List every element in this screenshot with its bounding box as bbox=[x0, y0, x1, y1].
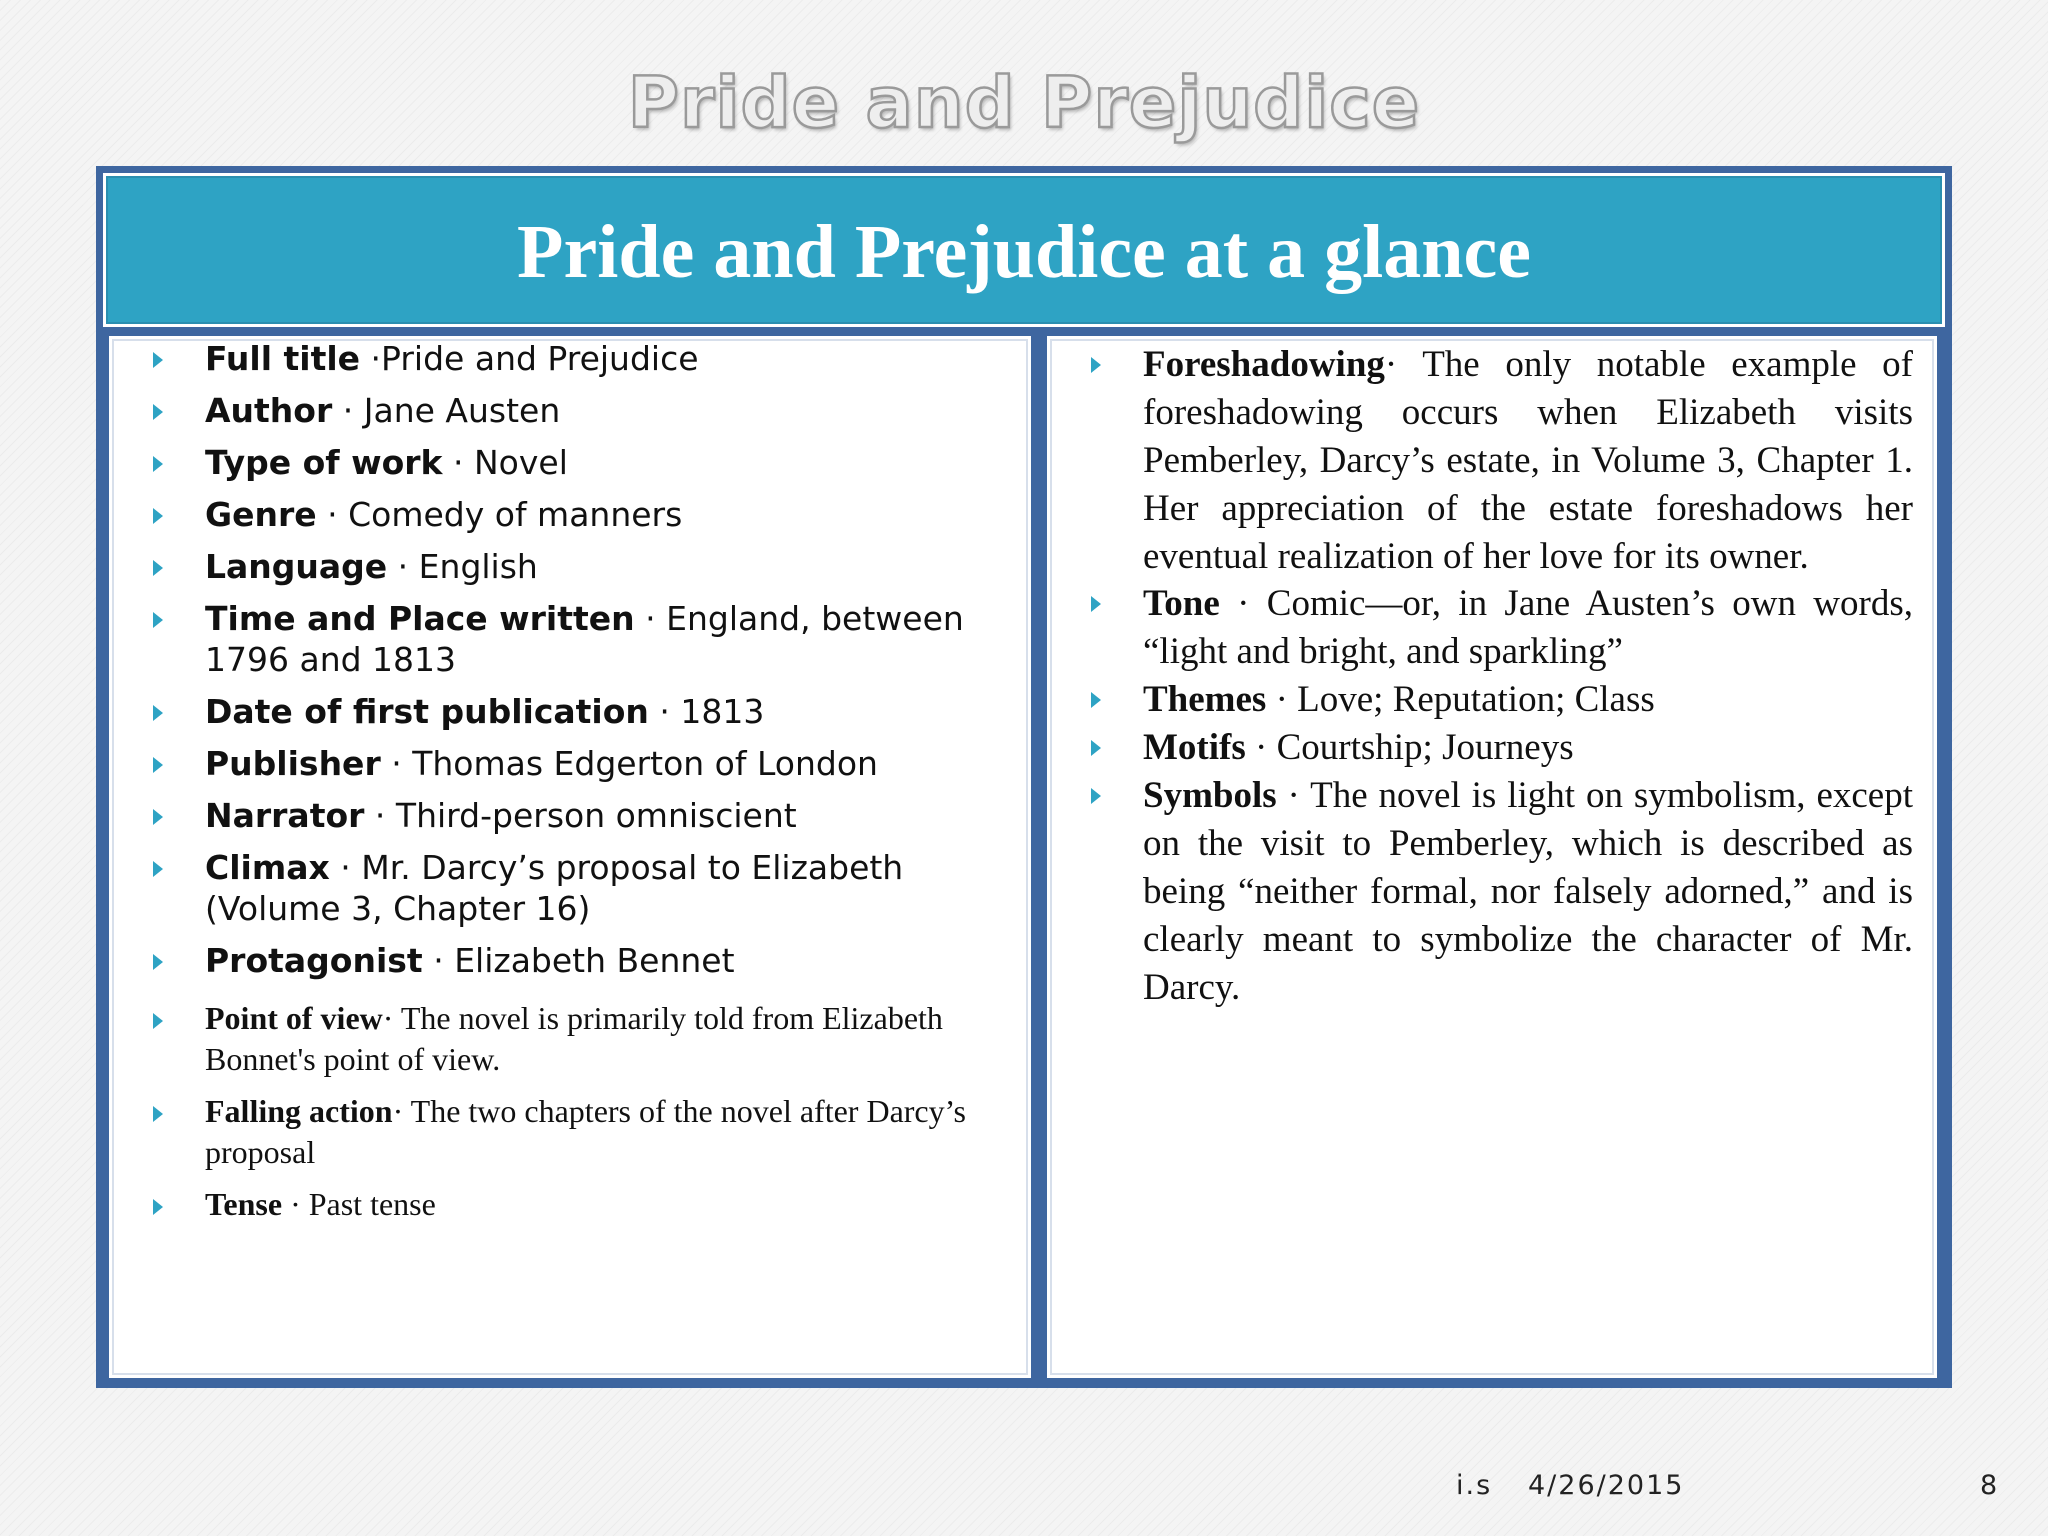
item-separator: · bbox=[442, 443, 474, 482]
item-label: Climax bbox=[205, 848, 330, 887]
item-value: The two chapters of the novel after Darcy’s proposal bbox=[205, 1093, 966, 1170]
item-text bbox=[1143, 341, 1913, 581]
item-value: England, between 1796 and 1813 bbox=[205, 599, 964, 679]
item-label: Foreshadowing bbox=[1143, 344, 1385, 385]
item-value: Mr. Darcy’s proposal to Elizabeth (Volume 3, Chapter 16) bbox=[205, 848, 904, 928]
triangle-bullet-icon bbox=[153, 954, 163, 970]
slide-number: 8 bbox=[1980, 1470, 2000, 1501]
item-label: Tense bbox=[205, 1186, 283, 1222]
item-value: Comedy of manners bbox=[348, 495, 683, 534]
triangle-bullet-icon bbox=[153, 1013, 163, 1029]
footer-author: i.s bbox=[1456, 1470, 1493, 1501]
triangle-bullet-icon bbox=[1091, 357, 1101, 373]
item-text bbox=[205, 940, 1005, 981]
slide-title: Pride and Prejudice bbox=[627, 62, 1421, 144]
item-text bbox=[1143, 724, 1913, 772]
item-separator: · bbox=[360, 339, 382, 378]
item-label: Date of first publication bbox=[205, 692, 649, 731]
item-label: Symbols bbox=[1143, 775, 1277, 816]
item-label: Falling action bbox=[205, 1093, 393, 1129]
item-text bbox=[205, 847, 1005, 929]
triangle-bullet-icon bbox=[153, 508, 163, 524]
item-text bbox=[1143, 676, 1913, 724]
triangle-bullet-icon bbox=[1091, 788, 1101, 804]
item-separator: · bbox=[634, 599, 667, 638]
item-value: English bbox=[418, 547, 538, 586]
item-text bbox=[205, 743, 1005, 784]
item-separator: · bbox=[282, 1186, 309, 1222]
item-value: The only notable example of foreshadowing occurs when Elizabeth visits Pemberley, Darcy’s estate, in Volume 3, Chapter 1. Her appreciation of the estate foreshadows her eventual realization of her love for its owner. bbox=[1143, 344, 1913, 577]
item-label: Author bbox=[205, 391, 333, 430]
item-value: Elizabeth Bennet bbox=[454, 941, 735, 980]
triangle-bullet-icon bbox=[153, 352, 163, 368]
item-value: Past tense bbox=[308, 1186, 436, 1222]
triangle-bullet-icon bbox=[1091, 740, 1101, 756]
item-text bbox=[1143, 580, 1913, 676]
item-value: Thomas Edgerton of London bbox=[412, 744, 878, 783]
item-text bbox=[205, 494, 1005, 535]
item-label: Narrator bbox=[205, 796, 365, 835]
item-separator: · bbox=[1245, 727, 1277, 768]
left-column bbox=[106, 333, 1034, 1381]
item-separator: · bbox=[648, 692, 681, 731]
item-value: The novel is light on symbolism, except on the visit to Pemberley, which is described as being “neither formal, nor falsely adorned,” and is clearly meant to symbolize the character of Mr. Darcy. bbox=[1143, 775, 1913, 1008]
right-column bbox=[1044, 333, 1940, 1381]
triangle-bullet-icon bbox=[153, 809, 163, 825]
table-header bbox=[103, 173, 1945, 327]
triangle-bullet-icon bbox=[1091, 596, 1101, 612]
triangle-bullet-icon bbox=[153, 861, 163, 877]
triangle-bullet-icon bbox=[153, 705, 163, 721]
item-separator: · bbox=[1266, 679, 1298, 720]
item-label: Type of work bbox=[205, 443, 443, 482]
triangle-bullet-icon bbox=[153, 1106, 163, 1122]
item-separator: · bbox=[422, 941, 455, 980]
item-text bbox=[205, 998, 1005, 1080]
item-value: Third-person omniscient bbox=[395, 796, 797, 835]
item-separator: · bbox=[329, 848, 362, 887]
item-value: Jane Austen bbox=[363, 391, 561, 430]
item-label: Tone bbox=[1143, 583, 1220, 624]
item-label: Publisher bbox=[205, 744, 381, 783]
item-separator: · bbox=[1219, 583, 1267, 624]
item-label: Language bbox=[205, 547, 388, 586]
triangle-bullet-icon bbox=[1091, 692, 1101, 708]
item-separator: · bbox=[316, 495, 349, 534]
triangle-bullet-icon bbox=[153, 404, 163, 420]
item-text bbox=[1143, 772, 1913, 1012]
item-text bbox=[205, 338, 1005, 379]
item-separator: · bbox=[387, 547, 419, 586]
item-separator: · bbox=[1276, 775, 1311, 816]
item-label: Point of view bbox=[205, 1000, 383, 1036]
item-separator: · bbox=[332, 391, 364, 430]
item-separator: · bbox=[1384, 344, 1423, 385]
item-text bbox=[205, 1184, 1005, 1225]
overview-table bbox=[96, 166, 1952, 1388]
item-value: Love; Reputation; Class bbox=[1297, 679, 1655, 720]
item-label: Protagonist bbox=[205, 941, 423, 980]
item-label: Motifs bbox=[1143, 727, 1246, 768]
item-text bbox=[205, 546, 1005, 587]
item-value: Courtship; Journeys bbox=[1276, 727, 1574, 768]
item-label: Full title bbox=[205, 339, 361, 378]
triangle-bullet-icon bbox=[153, 757, 163, 773]
triangle-bullet-icon bbox=[153, 456, 163, 472]
footer-date: 4/26/2015 bbox=[1528, 1470, 1685, 1501]
table-header-text: Pride and Prejudice at a glance bbox=[517, 210, 1531, 294]
item-label: Genre bbox=[205, 495, 317, 534]
item-text bbox=[205, 795, 1005, 836]
item-text bbox=[205, 691, 1005, 732]
item-value: Novel bbox=[473, 443, 568, 482]
item-text bbox=[205, 442, 1005, 483]
item-text bbox=[205, 598, 1005, 680]
triangle-bullet-icon bbox=[153, 612, 163, 628]
item-value: Pride and Prejudice bbox=[381, 339, 699, 378]
item-separator: · bbox=[392, 1093, 411, 1129]
item-value: The novel is primarily told from Elizabeth Bonnet's point of view. bbox=[205, 1000, 943, 1077]
item-label: Time and Place written bbox=[205, 599, 635, 638]
item-separator: · bbox=[380, 744, 413, 783]
item-separator: · bbox=[382, 1000, 401, 1036]
triangle-bullet-icon bbox=[153, 560, 163, 576]
item-label: Themes bbox=[1143, 679, 1267, 720]
item-value: Comic—or, in Jane Austen’s own words, “light and bright, and sparkling” bbox=[1143, 583, 1913, 672]
item-separator: · bbox=[364, 796, 396, 835]
item-text bbox=[205, 390, 1005, 431]
triangle-bullet-icon bbox=[153, 1199, 163, 1215]
item-value: 1813 bbox=[680, 692, 765, 731]
item-text bbox=[205, 1091, 1005, 1173]
